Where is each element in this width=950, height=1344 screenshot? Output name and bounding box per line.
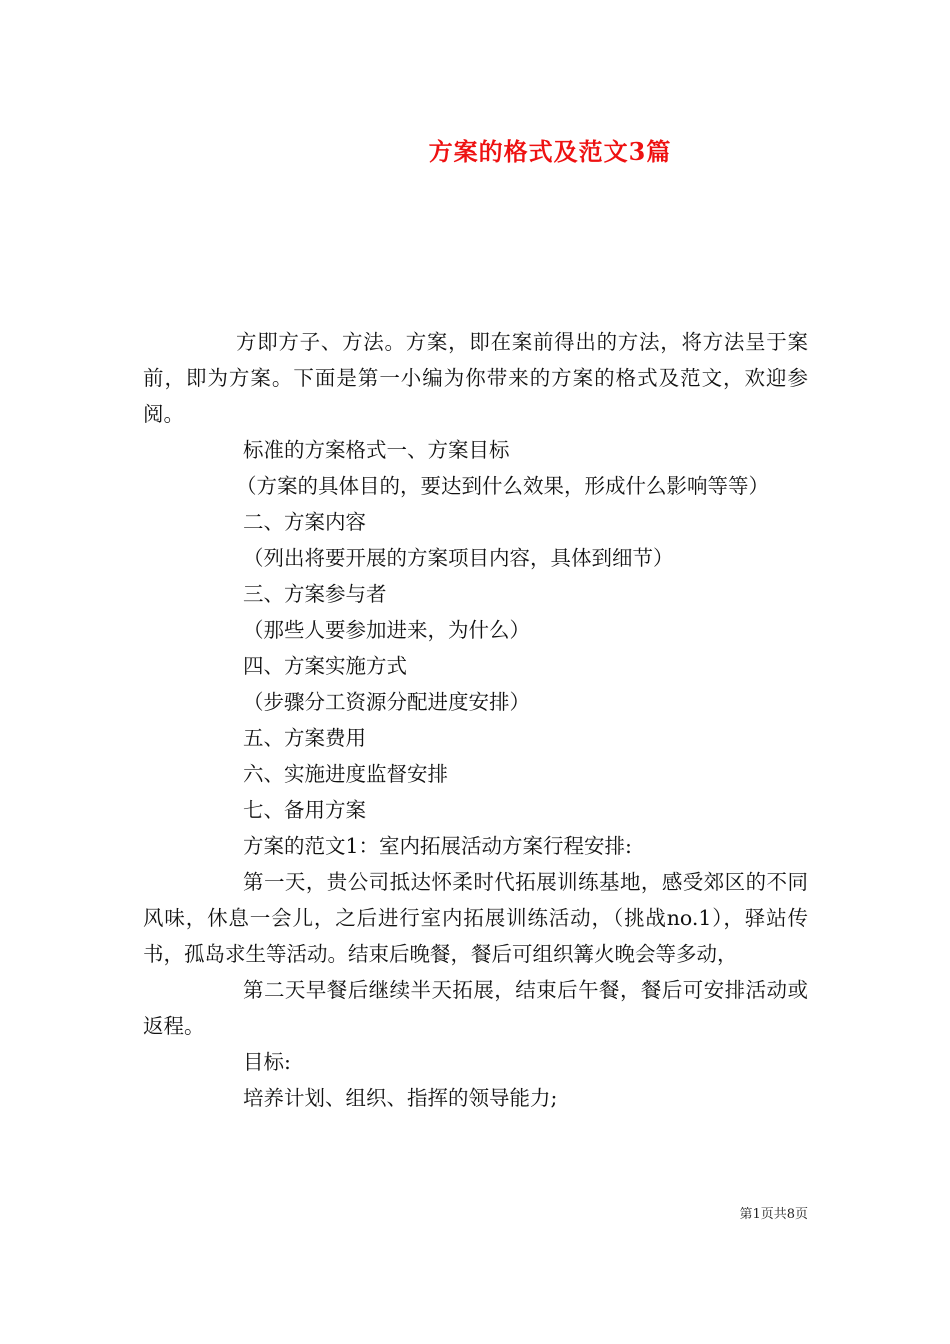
format-note-2: （列出将要开展的方案项目内容，具体到细节） — [243, 546, 674, 570]
goal-heading: 目标: — [243, 1050, 291, 1074]
document-title: 方案的格式及范文3篇 — [428, 137, 672, 166]
format-item-6: 六、实施进度监督安排 — [243, 762, 448, 786]
format-item-4: 四、方案实施方式 — [243, 654, 407, 678]
document-body — [143, 324, 808, 1116]
format-item-3: 三、方案参与者 — [243, 582, 387, 606]
intro-paragraph: 方即方子、方法。方案，即在案前得出的方法，将方法呈于案前，即为方案。下面是第一小编为你带来的方案的格式及范文，欢迎参阅。 — [143, 330, 808, 426]
format-heading: 标准的方案格式一、方案目标 — [243, 438, 510, 462]
goal-item-1: 培养计划、组织、指挥的领导能力; — [243, 1086, 558, 1110]
example-day-1: 第一天，贵公司抵达怀柔时代拓展训练基地，感受郊区的不同风味，休息一会儿，之后进行室内拓展训练活动，（挑战no.1），驿站传书，孤岛求生等活动。结束后晚餐，餐后可组织篝火晚会等多动， — [143, 870, 808, 966]
format-note-4: （步骤分工资源分配进度安排） — [243, 690, 530, 714]
example-heading: 方案的范文1：室内拓展活动方案行程安排: — [243, 834, 632, 858]
example-day-2: 第二天早餐后继续半天拓展，结束后午餐，餐后可安排活动或返程。 — [143, 978, 808, 1038]
format-note-1: （方案的具体目的，要达到什么效果，形成什么影响等等） — [236, 474, 769, 498]
format-item-2: 二、方案内容 — [243, 510, 366, 534]
page-number: 第1页共8页 — [739, 1207, 808, 1222]
format-note-3: （那些人要参加进来，为什么） — [243, 618, 530, 642]
format-item-7: 七、备用方案 — [243, 798, 366, 822]
format-item-5: 五、方案费用 — [243, 726, 366, 750]
